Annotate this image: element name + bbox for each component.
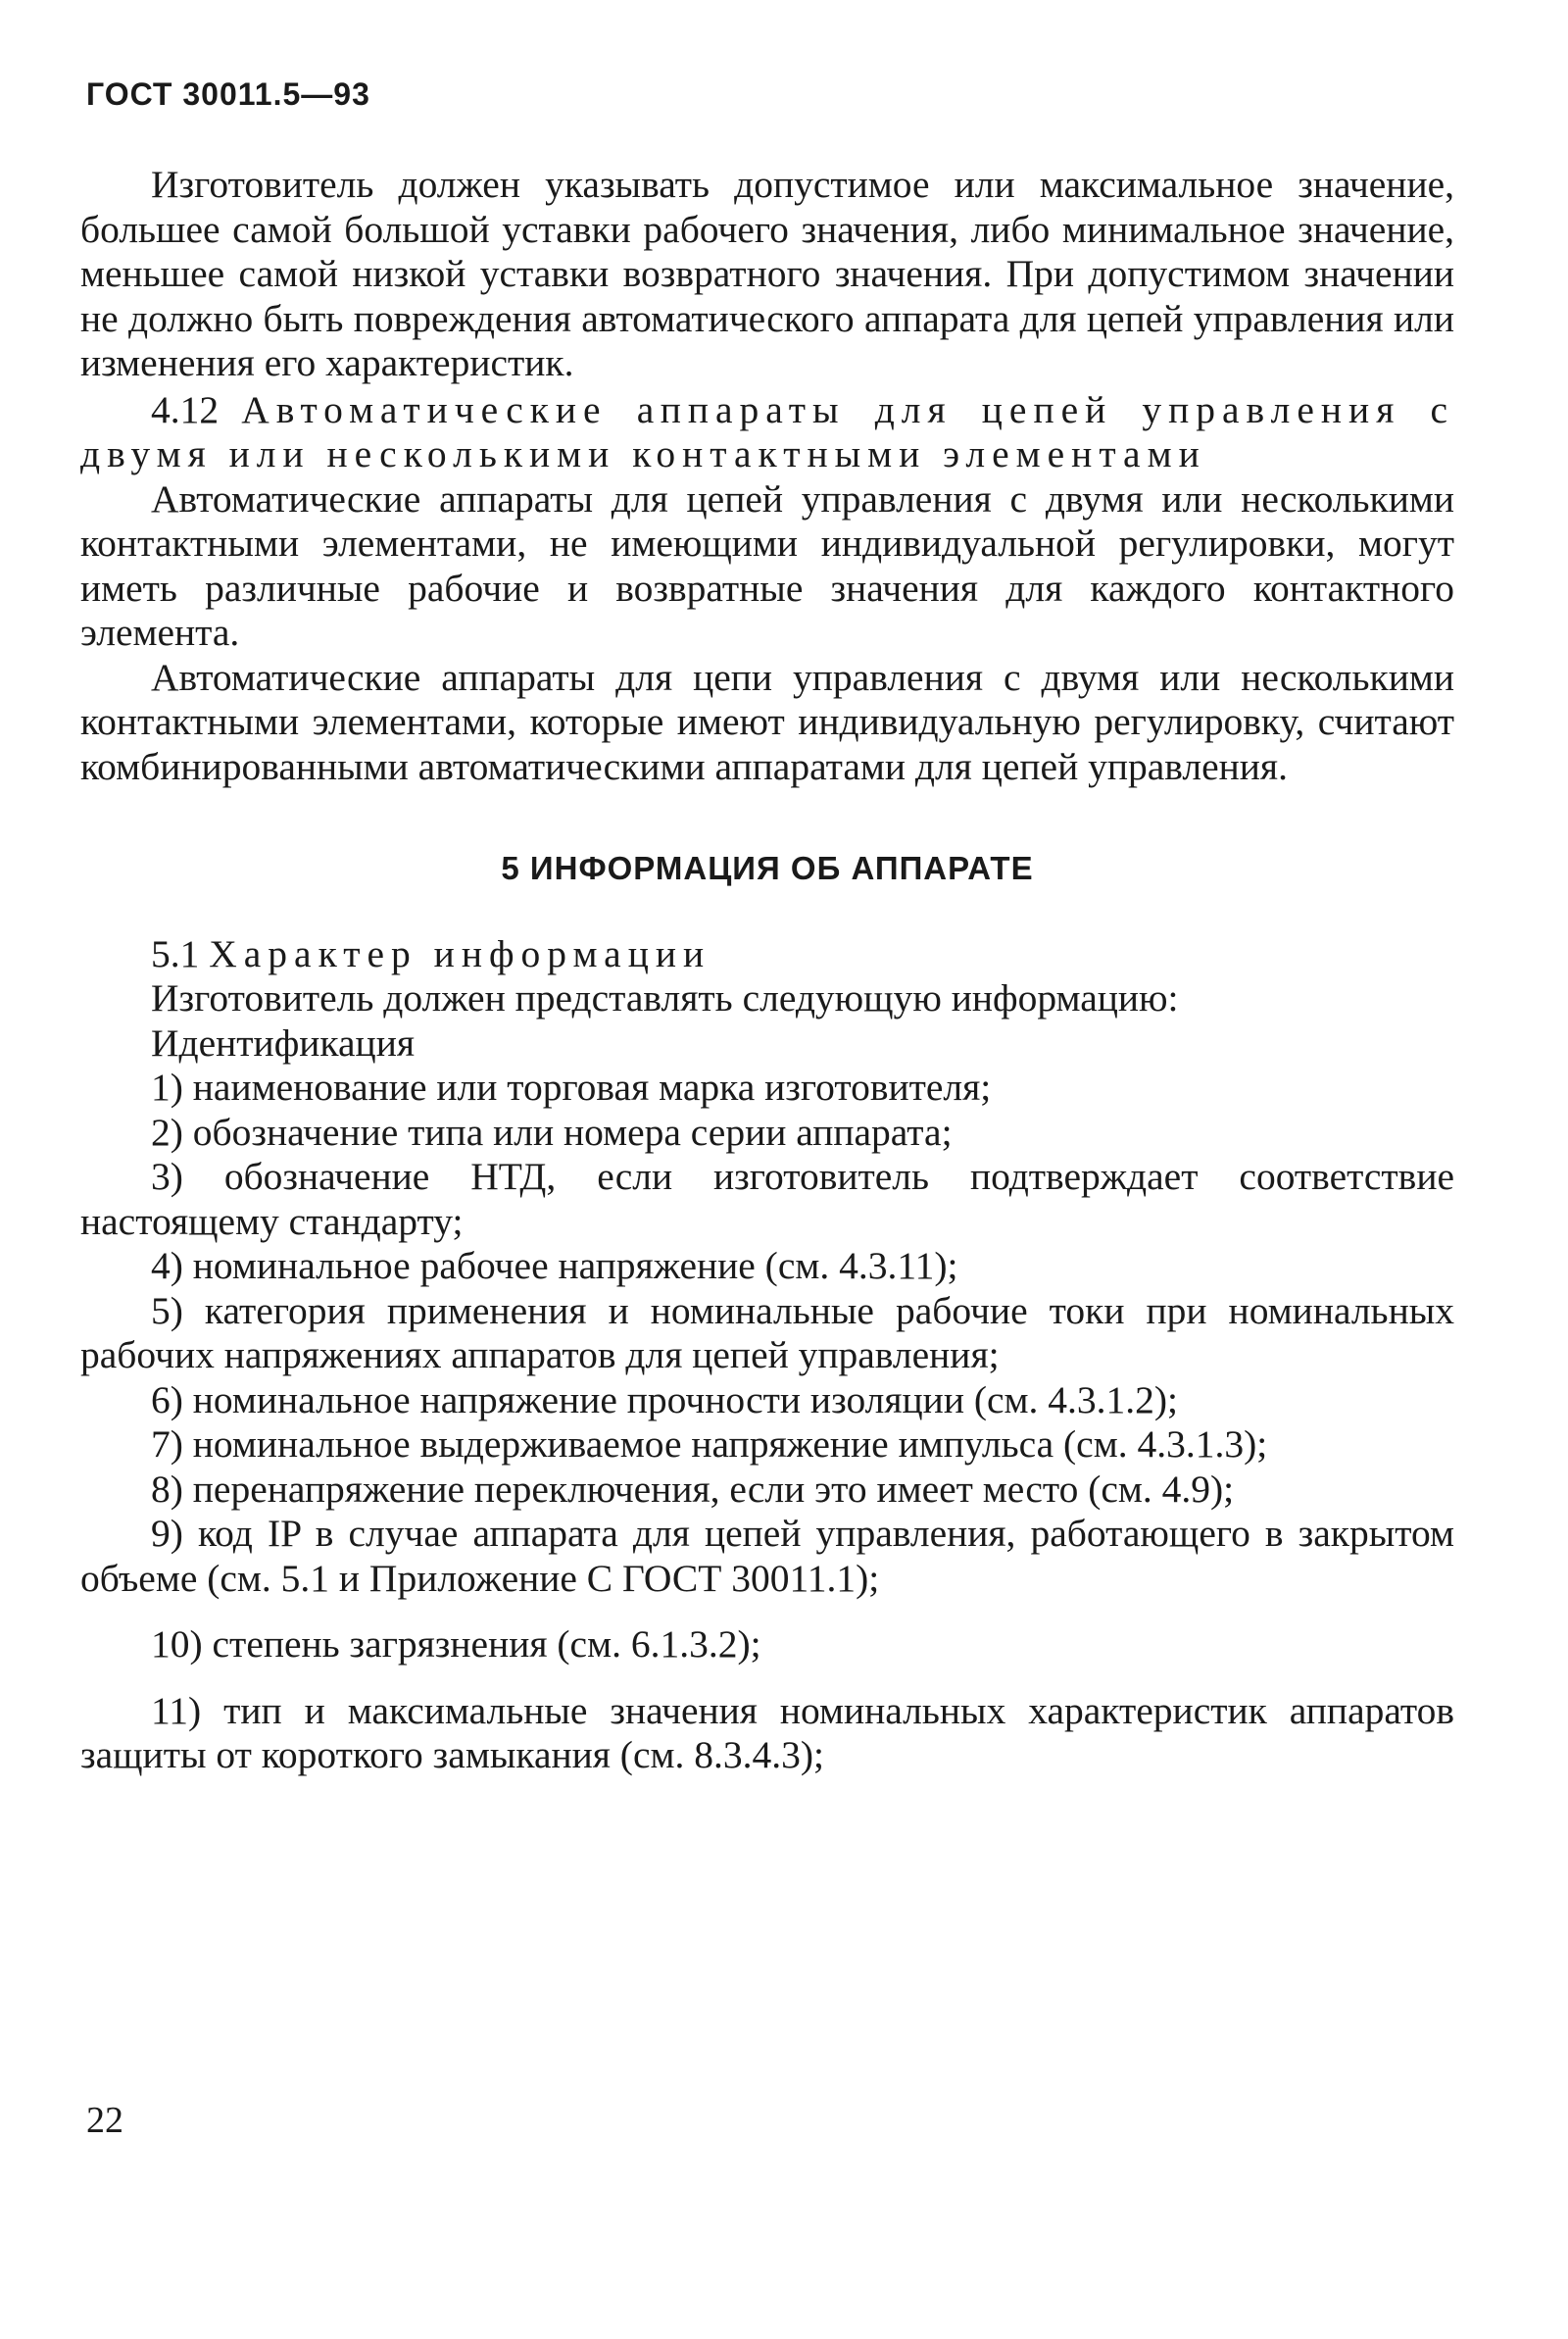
paragraph: Изготовитель должен указывать допустимое или максимальное значение, большее самой большой уставки рабочего значения, либо минимальное значение, меньшее самой низкой уставки возвратного значения. При допустимом значении не должно быть повреждения автоматического аппарата для цепей управления или изменения его характеристик. [80, 163, 1454, 384]
list-item: 3) обозначение НТД, если изготовитель подтверждает соответствие настоящему стандарту; [80, 1155, 1454, 1243]
paragraph: Изготовитель должен представлять следующую информацию: [151, 976, 1179, 1020]
paragraph: Автоматические аппараты для цепей управления с двумя или несколькими контактными элементами, не имеющими индивидуальной регулировки, могут иметь различные рабочие и возвратные значения для каждого контактного элемента. [80, 476, 1454, 654]
subheading: Идентификация [151, 1020, 415, 1065]
list-item: 4) номинальное рабочее напряжение (см. 4.3.11); [151, 1244, 958, 1287]
list-item: 9) код IP в случае аппарата для цепей управления, работающего в закрытом объеме (см. 5.1 и Приложение С ГОСТ 30011.1); [80, 1512, 1454, 1600]
document-header: ГОСТ 30011.5—93 [86, 76, 370, 112]
list-item: 7) номинальное выдерживаемое напряжение импульса (см. 4.3.1.3); [151, 1422, 1268, 1466]
clause-heading-5-1 [80, 932, 1454, 977]
list-item: 11) тип и максимальные значения номинальных характеристик аппаратов защиты от короткого замыкания (см. 8.3.4.3); [80, 1688, 1454, 1776]
paragraph: Автоматические аппараты для цепи управления с двумя или несколькими контактными элементами, которые имеют индивидуальную регулировку, считают комбинированными автоматическими аппаратами для цепей управления. [80, 655, 1454, 788]
list-item: 8) перенапряжение переключения, если это имеет место (см. 4.9); [151, 1467, 1235, 1511]
info-list [80, 1066, 1454, 1778]
section-title: 5 ИНФОРМАЦИЯ ОБ АППАРАТЕ [501, 850, 1034, 886]
clause-number: 5.1 [151, 931, 200, 975]
list-item: 1) наименование или торговая марка изготовителя; [151, 1066, 992, 1109]
clause-number: 4.12 [151, 387, 220, 431]
clause-title: Характер информации [209, 931, 711, 975]
clause-heading-4-12 [80, 388, 1454, 477]
page-number: 22 [86, 2100, 123, 2141]
clause-title: Автоматические аппараты для цепей управления с двумя или несколькими контактными элементами [80, 387, 1455, 475]
list-item: 2) обозначение типа или номера серии аппарата; [151, 1110, 953, 1154]
list-item: 6) номинальное напряжение прочности изоляции (см. 4.3.1.2); [151, 1377, 1179, 1421]
document-body [80, 163, 1454, 1778]
list-item: 10) степень загрязнения (см. 6.1.3.2); [151, 1622, 761, 1666]
list-item: 5) категория применения и номинальные рабочие токи при номинальных рабочих напряжениях аппаратов для цепей управления; [80, 1288, 1454, 1376]
